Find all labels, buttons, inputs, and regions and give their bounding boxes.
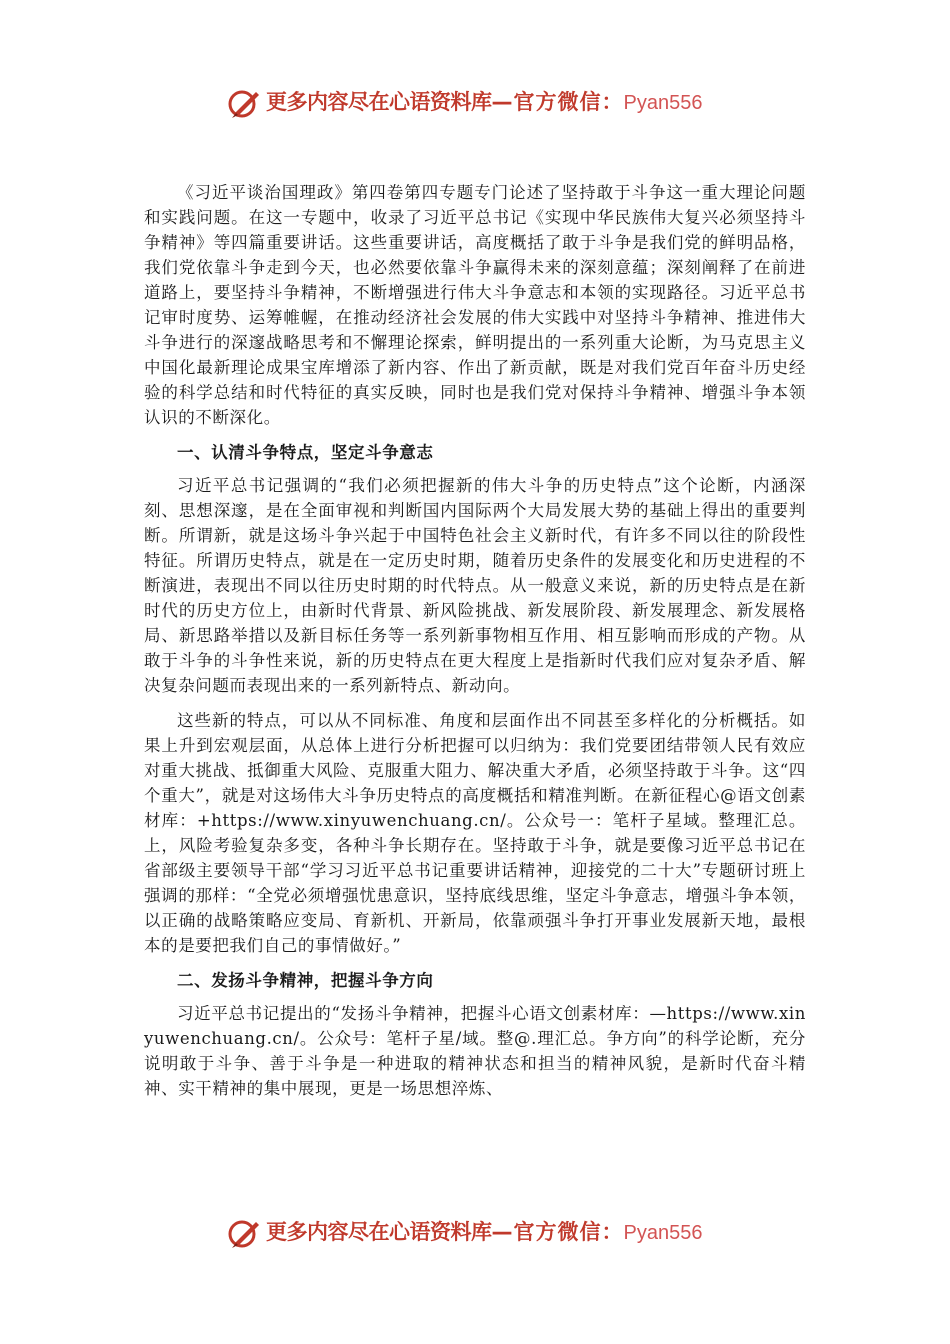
banner-wechat-id: Pyan556	[623, 1222, 703, 1244]
banner-part1: 更多内容尽在心语资料库	[266, 90, 492, 114]
banner-wechat-id: Pyan556	[623, 92, 703, 114]
banner-part2: —官方微信：	[491, 1220, 624, 1244]
banner-text	[266, 1219, 702, 1246]
header-watermark-banner	[0, 80, 950, 124]
footer-watermark-banner	[0, 1210, 950, 1254]
banner-part2: —官方微信：	[491, 90, 624, 114]
banner-text	[266, 89, 702, 116]
article-body	[144, 180, 806, 1101]
banner-part1: 更多内容尽在心语资料库	[266, 1220, 492, 1244]
section-heading-1: 一、认清斗争特点，坚定斗争意志	[177, 443, 434, 462]
section-heading-2: 二、发扬斗争精神，把握斗争方向	[177, 971, 434, 990]
paragraph-intro: 《习近平谈治国理政》第四卷第四专题专门论述了坚持敢于斗争这一重大理论问题和实践问题。在这一专题中，收录了习近平总书记《实现中华民族伟大复兴必须坚持斗争精神》等四篇重要讲话。这些重要讲话，高度概括了敢于斗争是我们党的鲜明品格，我们党依靠斗争走到今天，也必然要依靠斗争赢得未来的深刻意蕴；深刻阐释了在前进道路上，要坚持斗争精神，不断增强进行伟大斗争意志和本领的实现路径。习近平总书记审时度势、运筹帷幄，在推动经济社会发展的伟大实践中对坚持斗争精神、推进伟大斗争进行的深邃战略思考和不懈理论探索，鲜明提出的一系列重大论断，为马克思主义中国化最新理论成果宝库增添了新内容、作出了新贡献，既是对我们党百年奋斗历史经验的科学总结和时代特征的真实反映，同时也是我们党对保持斗争精神、增强斗争本领认识的不断深化。	[144, 183, 806, 427]
paragraph-section2-a: 习近平总书记提出的“发扬斗争精神，把握斗心语文创素材库：—https://www.xinyuwenchuang.cn/。公众号：笔杆子星/域。整@.理汇总。争方向”的科学论断，充分说明敢于斗争、善于斗争是一种进取的精神状态和担当的精神风貌，是新时代奋斗精神、实干精神的集中展现，更是一场思想淬炼、	[144, 1004, 806, 1098]
paragraph-section1-b: 这些新的特点，可以从不同标准、角度和层面作出不同甚至多样化的分析概括。如果上升到宏观层面，从总体上进行分析把握可以归纳为：我们党要团结带领人民有效应对重大挑战、抵御重大风险、克服重大阻力、解决重大矛盾，必须坚持敢于斗争。这“四个重大”，就是对这场伟大斗争历史特点的高度概括和精准判断。在新征程心@语文创素材库：+https://www.xinyuwenchuang.cn/。公众号一：笔杆子星域。整理汇总。上，风险考验复杂多变，各种斗争长期存在。坚持敢于斗争，就是要像习近平总书记在省部级主要领导干部“学习习近平总书记重要讲话精神，迎接党的二十大”专题研讨班上强调的那样：“全党必须增强忧患意识，坚持底线思维，坚定斗争意志，增强斗争本领，以正确的战略策略应变局、育新机、开新局，依靠顽强斗争打开事业发展新天地，最根本的是要把我们自己的事情做好。”	[144, 711, 806, 955]
pen-logo-icon	[226, 1216, 262, 1252]
paragraph-section1-a: 习近平总书记强调的“我们必须把握新的伟大斗争的历史特点”这个论断，内涵深刻、思想深邃，是在全面审视和判断国内国际两个大局发展大势的基础上得出的重要判断。所谓新，就是这场斗争兴起于中国特色社会主义新时代，有许多不同以往的阶段性特征。所谓历史特点，就是在一定历史时期，随着历史条件的发展变化和历史进程的不断演进，表现出不同以往历史时期的时代特点。从一般意义来说，新的历史特点是在新时代的历史方位上，由新时代背景、新风险挑战、新发展阶段、新发展理念、新发展格局、新思路举措以及新目标任务等一系列新事物相互作用、相互影响而形成的产物。从敢于斗争的斗争性来说，新的历史特点在更大程度上是指新时代我们应对复杂矛盾、解决复杂问题而表现出来的一系列新特点、新动向。	[144, 476, 806, 695]
pen-logo-icon	[226, 86, 262, 122]
